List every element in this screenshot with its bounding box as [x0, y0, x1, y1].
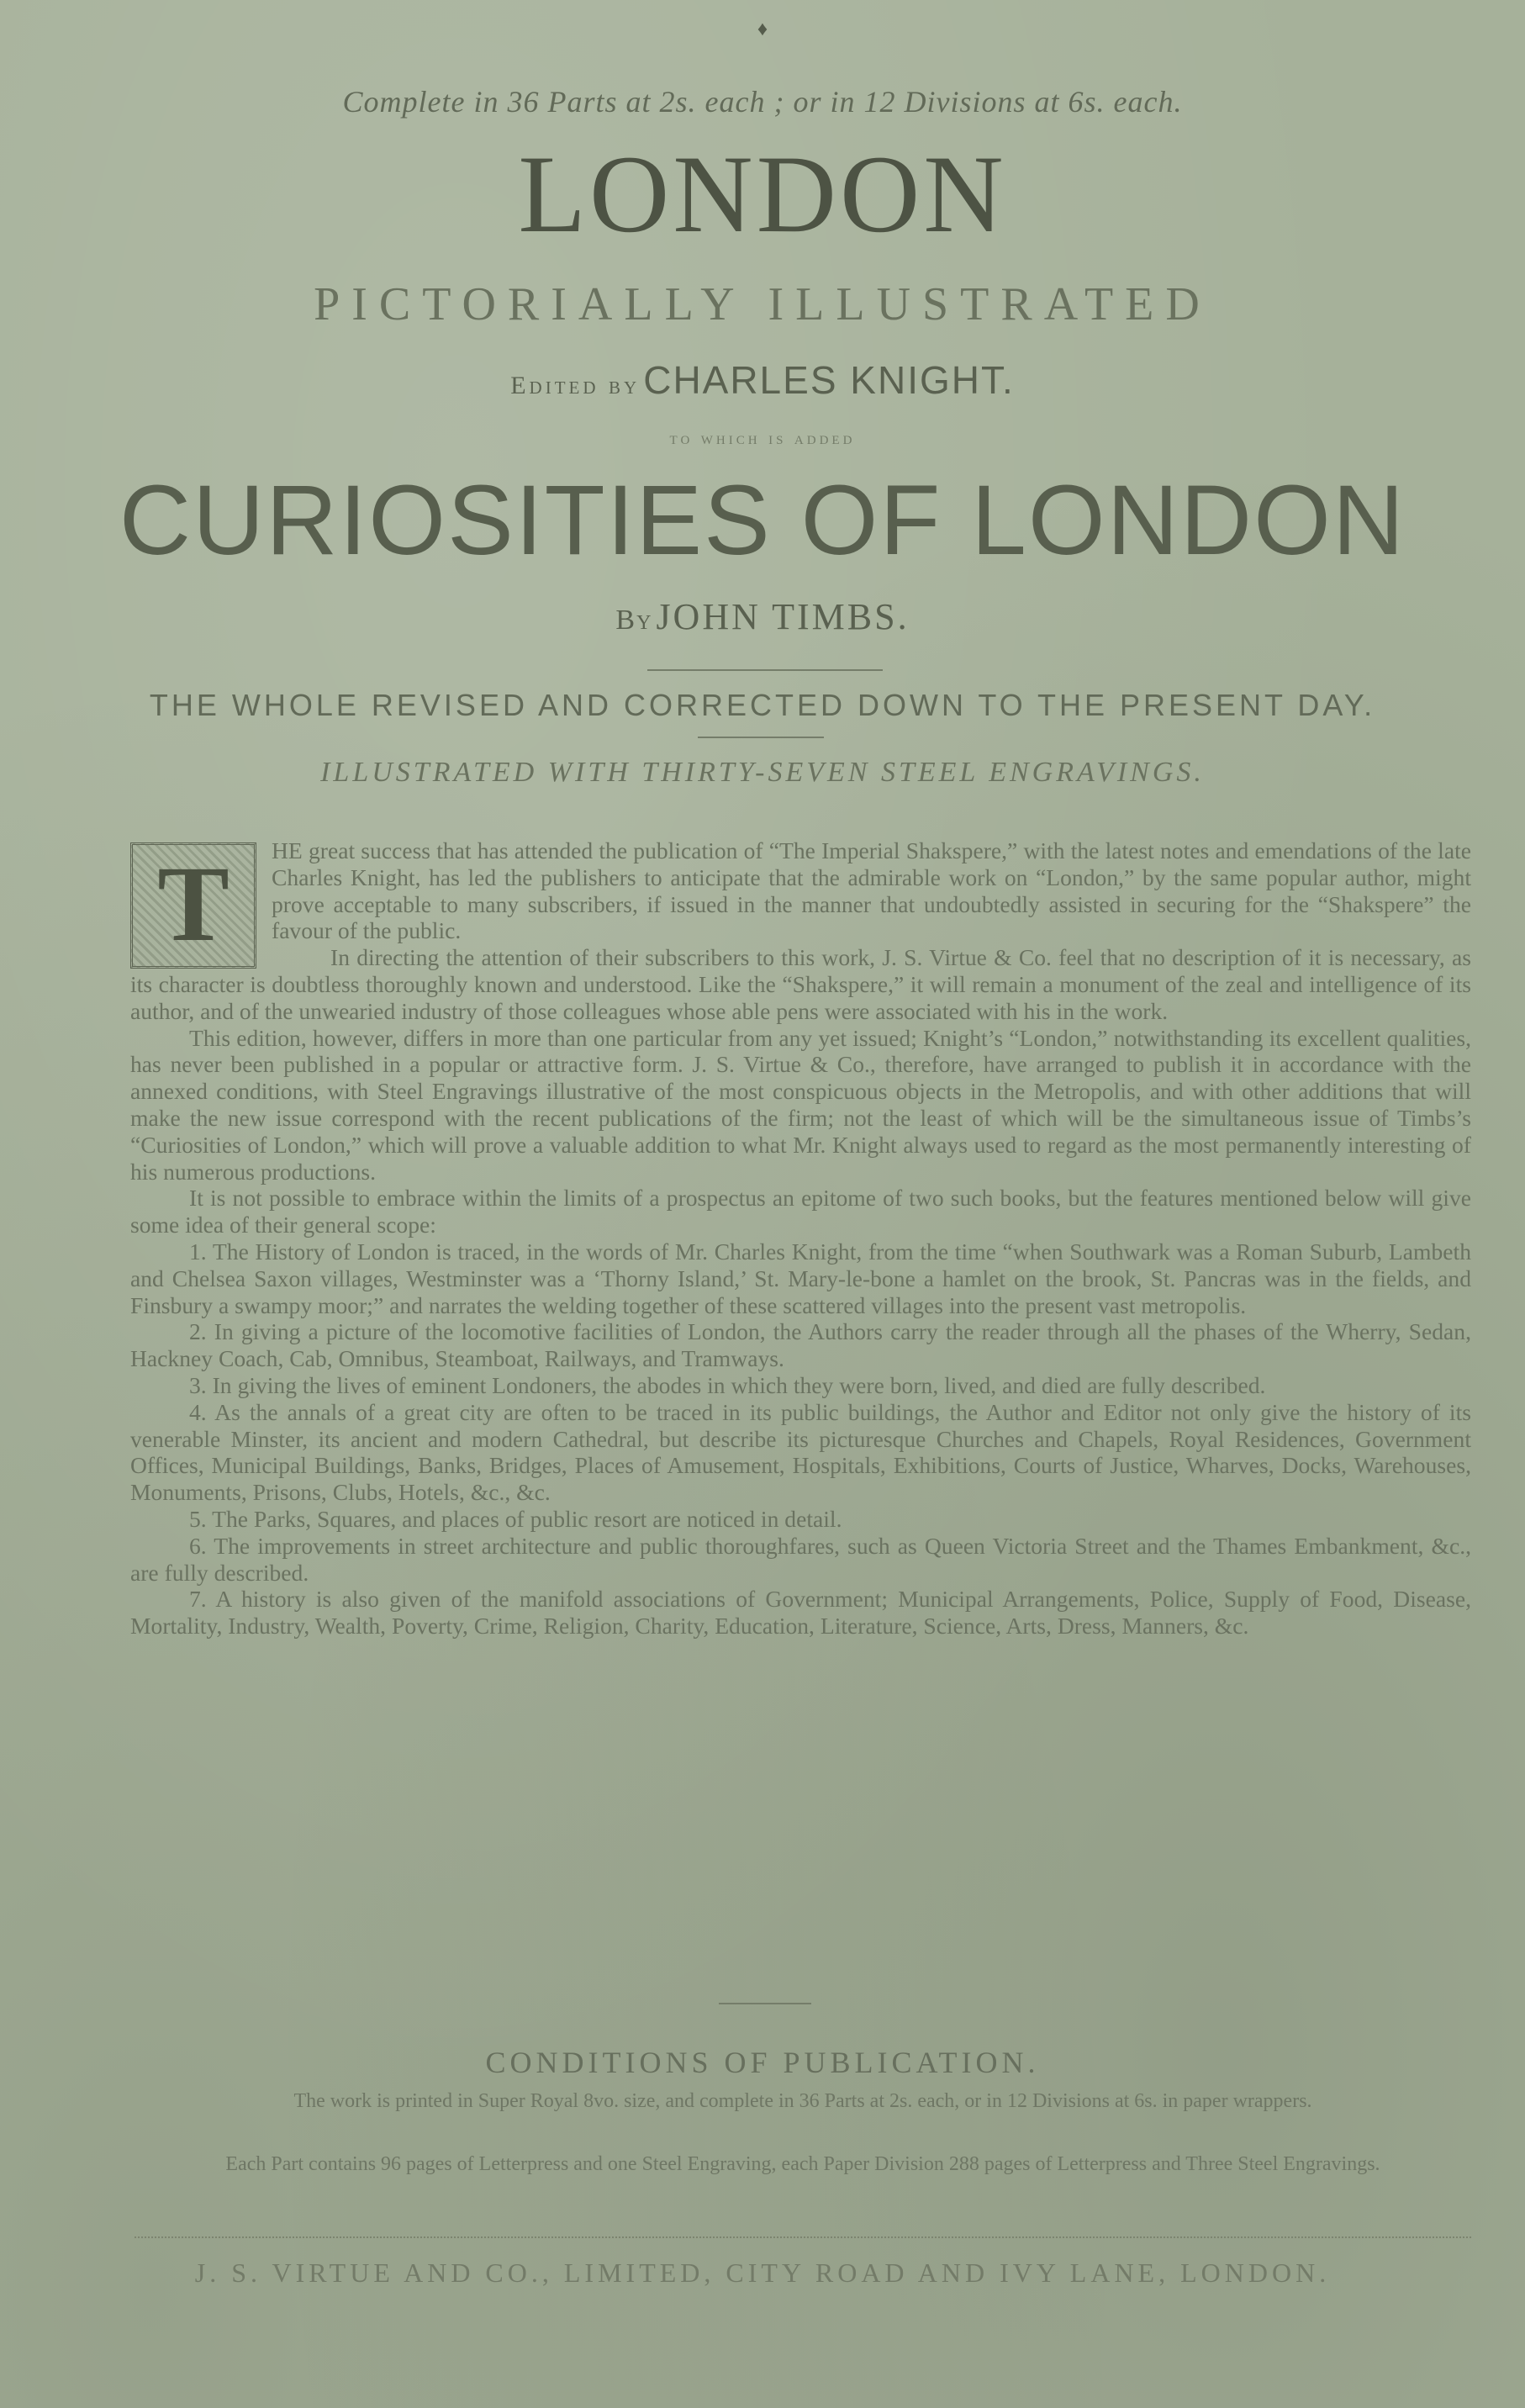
- edited-by-label: Edited by: [510, 372, 641, 399]
- editor-line: [0, 357, 1525, 403]
- paragraph: It is not possible to embrace within the limits of a prospectus an epitome of two such books, but the features mentioned below will give some idea of their general scope:: [130, 1185, 1471, 1238]
- by-label: By: [615, 605, 653, 636]
- list-item: 2. In giving a picture of the locomotive facilities of London, the Authors carry the reader through all the phases of the Wherry, Sedan, Hackney Coach, Cab, Omnibus, Steamboat, Railways, and Tramways.: [130, 1318, 1471, 1372]
- page-subtitle: PICTORIALLY ILLUSTRATED: [314, 278, 1211, 330]
- author-line: [0, 595, 1525, 638]
- list-item: 7. A history is also given of the manifold associations of Government; Municipal Arrangements, Police, Supply of Food, Disease, Mortality, Industry, Wealth, Poverty, Crime, Religion, Charity, Education, Literature, Science, Arts, Dress, Manners, &c.: [130, 1586, 1471, 1640]
- list-item: 4. As the annals of a great city are often to be traced in its public buildings, the Author and Editor not only give the history of its venerable Minster, its ancient and modern Cathedral, but describe its picturesque Churches and Chapels, Royal Residences, Government Offices, Municipal Buildings, Banks, Bridges, Places of Amusement, Hospitals, Exhibitions, Courts of Justice, Wharves, Docks, Warehouses, Monuments, Prisons, Clubs, Hotels, &c., &c.: [130, 1398, 1471, 1506]
- second-title: CURIOSITIES OF LONDON: [119, 465, 1406, 576]
- prospectus-body: [130, 837, 1471, 1640]
- paragraph-text: HE great success that has attended the publication of “The Imperial Shakspere,” with the latest notes and emendations of the late Charles Knight, has led the publishers to anticipate that the admirable work on “London,” by the same popular author, might prove acceptable to many subscribers, if issued in the manner that undoubtedly assisted in securing for the “Shakspere” the favour of the public.: [272, 837, 1471, 944]
- conditions-heading: CONDITIONS OF PUBLICATION.: [485, 2046, 1040, 2079]
- divider: [719, 2003, 811, 2004]
- paragraph: In directing the attention of their subscribers to this work, J. S. Virtue & Co. feel that no description of it is necessary, as its character is doubtless thoroughly known and understood. Like the “Shakspere,” it will remain a monument of the zeal and intelligence of its author, and of the unwearied industry of those colleagues whose able pens were associated with his in the work.: [130, 944, 1471, 1024]
- added-line: to which is added: [669, 427, 856, 448]
- list-item: 5. The Parks, Squares, and places of public resort are noticed in detail.: [189, 1505, 842, 1532]
- list-item: 1. The History of London is traced, in the words of Mr. Charles Knight, from the time “when Southwark was a Roman Suburb, Lambeth and Chelsea Saxon villages, Westminster was a ‘Thorny Island,’ St. Mary-le-bone a hamlet on the brook, St. Pancras was in the fields, and Finsbury a swampy moor;” and narrates the welding together of these scattered villages into the present vast metropolis.: [130, 1238, 1471, 1318]
- divider: [647, 669, 883, 671]
- author-name: JOHN TIMBS.: [656, 596, 910, 637]
- editor-name: CHARLES KNIGHT.: [643, 358, 1015, 402]
- illustrated-line: ILLUSTRATED WITH THIRTY-SEVEN STEEL ENGRAVINGS.: [320, 757, 1205, 788]
- page-title: LONDON: [518, 132, 1007, 256]
- conditions-text: Each Part contains 96 pages of Letterpress and one Steel Engraving, each Paper Division 288 pages of Letterpress and Three Steel Engravings.: [225, 2153, 1380, 2175]
- list-item: 3. In giving the lives of eminent Londoners, the abodes in which they were born, lived, and died are fully described.: [189, 1371, 1266, 1398]
- top-ornament: ♦: [757, 18, 768, 40]
- price-line: Complete in 36 Parts at 2s. each ; or in 12 Divisions at 6s. each.: [342, 85, 1183, 119]
- dotted-divider: [135, 2236, 1471, 2238]
- paragraph: [130, 837, 1471, 964]
- conditions-text: The work is printed in Super Royal 8vo. size, and complete in 36 Parts at 2s. each, or in 12 Divisions at 6s. in paper wrappers.: [293, 2090, 1312, 2112]
- revised-line: THE WHOLE REVISED AND CORRECTED DOWN TO THE PRESENT DAY.: [149, 688, 1376, 722]
- dropcap-initial: T: [130, 842, 256, 969]
- divider: [698, 737, 824, 738]
- publisher-imprint: J. S. VIRTUE AND CO., LIMITED, CITY ROAD AND IVY LANE, LONDON.: [194, 2258, 1331, 2288]
- paragraph: This edition, however, differs in more than one particular from any yet issued; Knight’s “London,” notwithstanding its excellent qualities, has never been published in a popular or attractive form. J. S. Virtue & Co., therefore, have arranged to publish it in accordance with the annexed conditions, with Steel Engravings illustrative of the most conspicuous objects in the Metropolis, and with other additions that will make the new issue correspond with the recent publications of the firm; not the least of which will be the simultaneous issue of Timbs’s “Curiosities of London,” which will prove a valuable addition to what Mr. Knight always used to regard as the most permanently interesting of his numerous productions.: [130, 1024, 1471, 1185]
- list-item: 6. The improvements in street architecture and public thoroughfares, such as Queen Victoria Street and the Thames Embankment, &c., are fully described.: [130, 1532, 1471, 1586]
